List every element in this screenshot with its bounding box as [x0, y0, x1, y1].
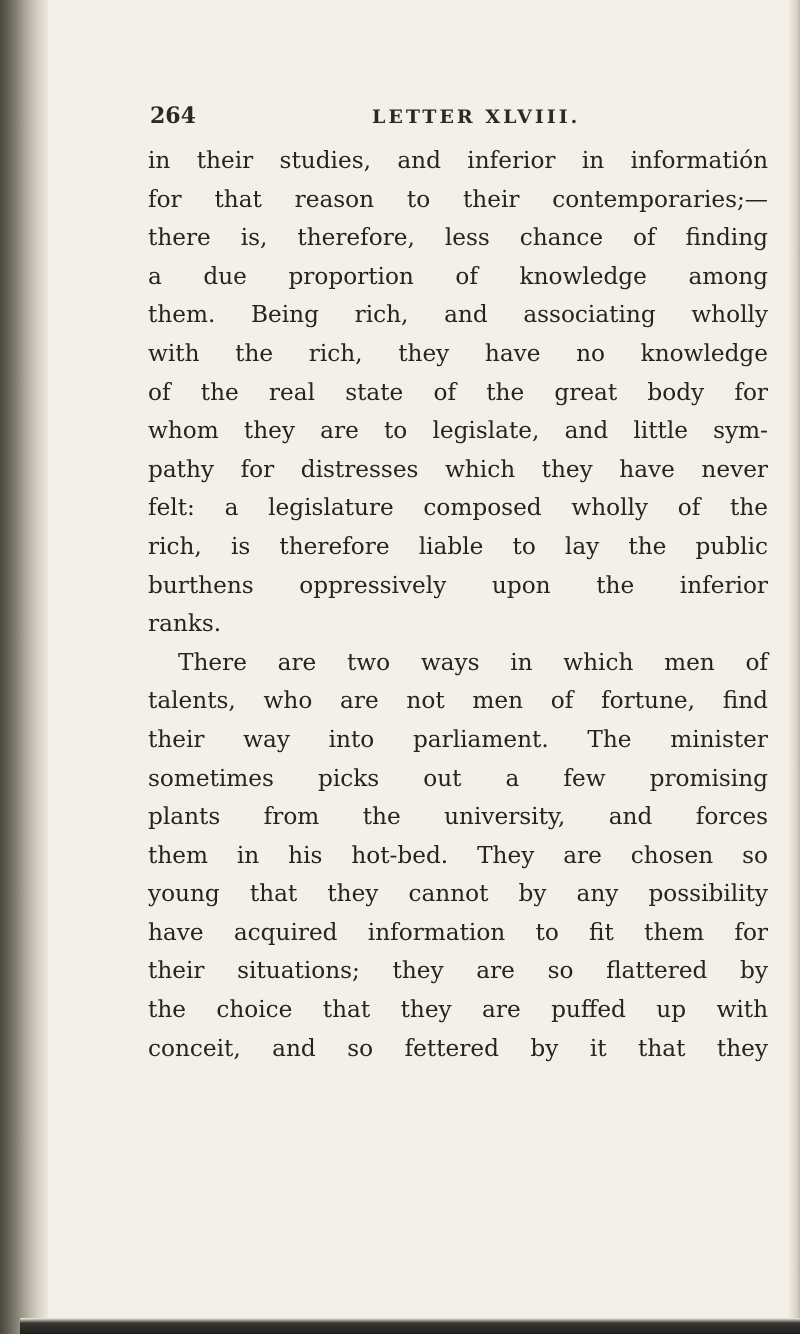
text-line: pathy for distresses which they have never [148, 455, 768, 483]
text-line: with the rich, they have no knowledge [148, 339, 768, 367]
text-line: of the real state of the great body for [148, 378, 768, 406]
text-line: felt: a legislature composed wholly of the [148, 494, 768, 522]
page-number: 264 [150, 103, 196, 129]
page-bottom-edge [20, 1318, 800, 1334]
text-line: the choice that they are puffed up with [148, 996, 768, 1024]
body-text [148, 142, 768, 1068]
text-line: there is, therefore, less chance of finding [148, 224, 768, 252]
binding-gutter [0, 0, 48, 1334]
text-line: their way into parliament. The minister [148, 725, 768, 753]
text-line: young that they cannot by any possibility [148, 880, 768, 908]
text-line: ranks. [148, 610, 222, 638]
text-line: their situations; they are so flattered by [148, 957, 768, 985]
running-head: LETTER XLVIII. [372, 106, 581, 128]
text-line: talents, who are not men of fortune, find [148, 687, 768, 715]
text-line: a due proportion of knowledge among [148, 262, 768, 290]
text-line: have acquired information to fit them for [148, 918, 768, 946]
text-line: for that reason to their contemporaries;— [148, 185, 768, 213]
text-line: conceit, and so fettered by it that they [148, 1034, 768, 1062]
text-line: There are two ways in which men of [178, 648, 768, 676]
text-line: whom they are to legislate, and little sym- [148, 417, 768, 445]
page-header [150, 103, 710, 139]
text-line: in their studies, and inferior in informatión [148, 147, 768, 174]
text-line: plants from the university, and forces [148, 803, 768, 831]
text-line: rich, is therefore liable to lay the public [148, 532, 768, 560]
text-line: them in his hot-bed. They are chosen so [148, 841, 768, 869]
page-right-edge [788, 0, 800, 1334]
text-line: sometimes picks out a few promising [148, 764, 768, 792]
text-line: them. Being rich, and associating wholly [148, 301, 768, 329]
text-line: burthens oppressively upon the inferior [148, 571, 768, 599]
